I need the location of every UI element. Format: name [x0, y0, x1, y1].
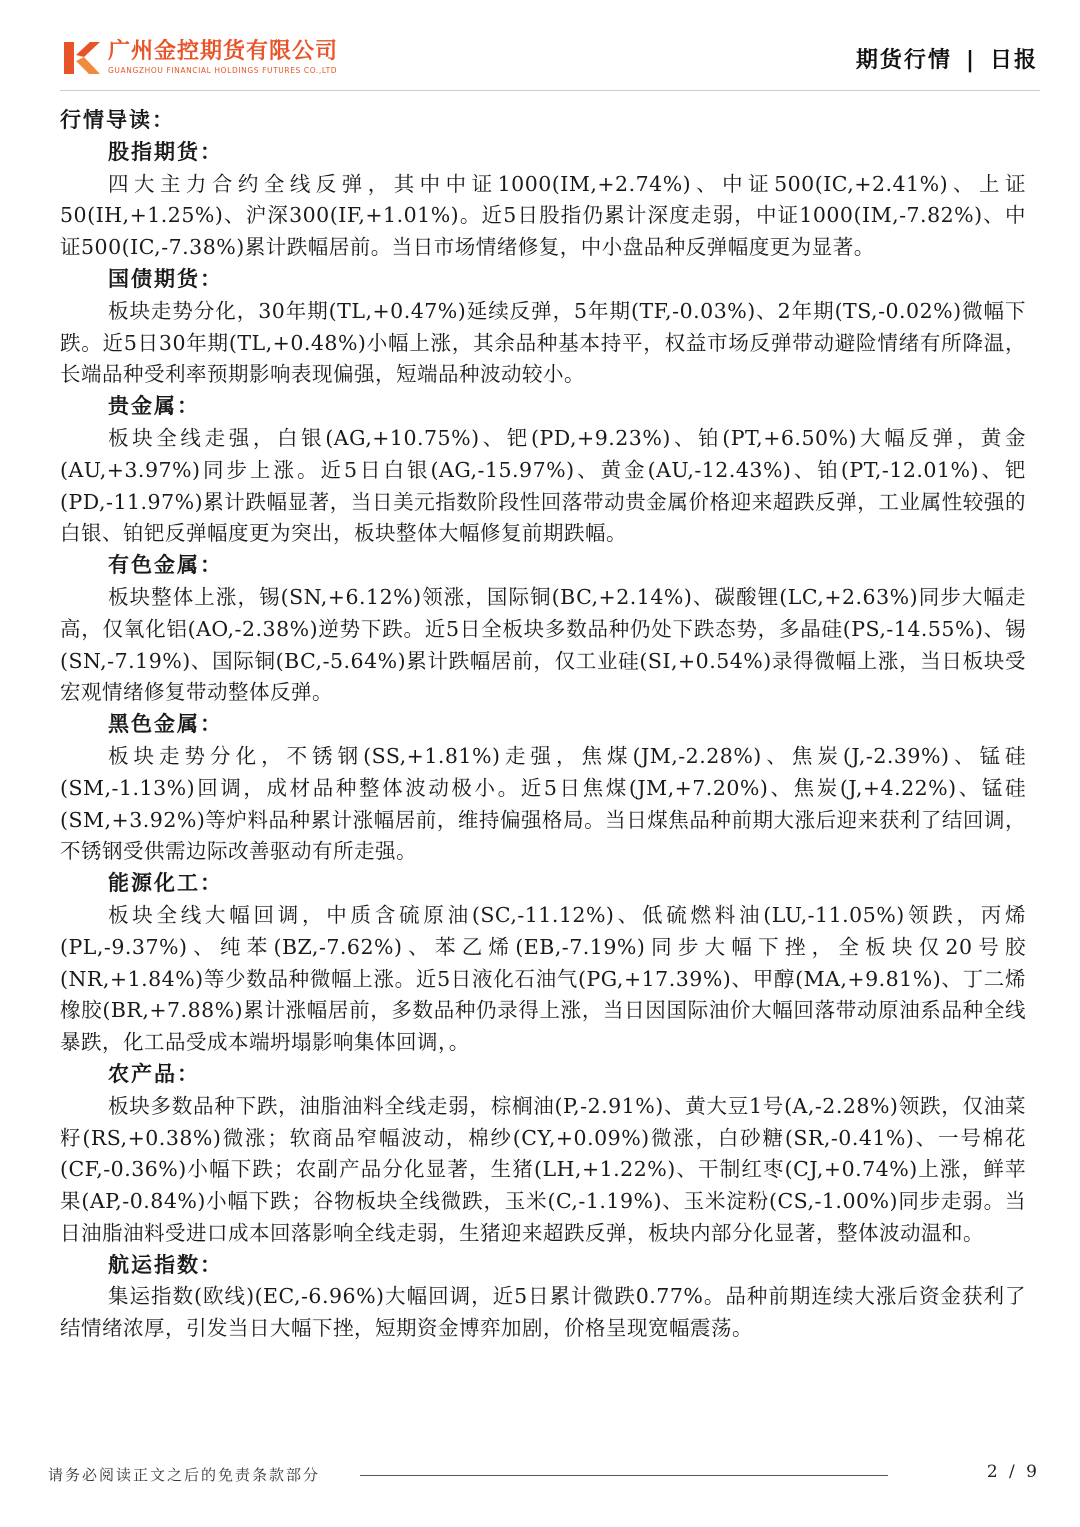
- section-energy-chemicals: [60, 868, 1026, 1059]
- section-title: 贵金属：: [108, 394, 200, 419]
- page-number: 2 / 9: [986, 1462, 1040, 1482]
- section-body: 四大主力合约全线反弹，其中中证1000(IM,+2.74%)、中证500(IC,+2.41%)、上证50(IH,+1.25%)、沪深300(IF,+1.01%)。近5日股指仍累计深度走弱，中证1000(IM,-7.82%)、中证500(IC,-7.38%)累计跌幅居前。当日市场情绪修复，中小盘品种反弹幅度更为显著。: [60, 171, 1026, 260]
- section-title: 能源化工：: [108, 871, 223, 896]
- section-body: 板块多数品种下跌，油脂油料全线走弱，棕榈油(P,-2.91%)、黄大豆1号(A,-2.28%)领跌，仅油菜籽(RS,+0.38%)微涨；软商品窄幅波动，棉纱(CY,+0.09%)微涨，白砂糖(SR,-0.41%)、一号棉花(CF,-0.36%)小幅下跌；农副产品分化显著，生猪(LH,+1.22%)、干制红枣(CJ,+0.74%)上涨，鲜苹果(AP,-0.84%)小幅下跌；谷物板块全线微跌，玉米(C,-1.19%)、玉米淀粉(CS,-1.00%)同步走弱。当日油脂油料受进口成本回落影响全线走弱，生猪迎来超跌反弹，板块内部分化显著，整体波动温和。: [60, 1093, 1026, 1245]
- section-treasury-futures: [60, 264, 1026, 391]
- company-name-en: GUANGZHOU FINANCIAL HOLDINGS FUTURES CO.,LTD: [108, 66, 338, 75]
- company-logo-icon: [64, 42, 100, 74]
- footer-divider: [360, 1475, 888, 1476]
- header-separator: |: [965, 48, 976, 73]
- company-name-cn: 广州金控期货有限公司: [108, 39, 339, 64]
- section-ferrous-metals: [60, 709, 1026, 868]
- section-title: 股指期货：: [108, 139, 223, 164]
- section-shipping-index: [60, 1250, 1026, 1345]
- section-nonferrous-metals: [60, 550, 1026, 709]
- section-precious-metals: [60, 391, 1026, 550]
- section-title: 国债期货：: [108, 266, 223, 291]
- section-stock-index-futures: [60, 137, 1026, 264]
- report-type-label: [856, 43, 1038, 74]
- section-body: 板块全线走强，白银(AG,+10.75%)、钯(PD,+9.23%)、铂(PT,+6.50%)大幅反弹，黄金(AU,+3.97%)同步上涨。近5日白银(AG,-15.97%)、黄金(AU,-12.43%)、铂(PT,-12.01%)、钯(PD,-11.97%)累计跌幅显著，当日美元指数阶段性回落带动贵金属价格迎来超跌反弹，工业属性较强的白银、铂钯反弹幅度更为突出，板块整体大幅修复前期跌幅。: [60, 425, 1026, 546]
- intro-heading: 行情导读：: [60, 108, 175, 132]
- section-title: 农产品：: [108, 1061, 200, 1086]
- section-body: 集运指数(欧线)(EC,-6.96%)大幅回调，近5日累计微跌0.77%。品种前期连续大涨后资金获利了结情绪浓厚，引发当日大幅下挫，短期资金博弈加剧，价格呈现宽幅震荡。: [60, 1284, 1026, 1341]
- report-content: [60, 102, 1026, 1345]
- section-body: 板块全线大幅回调，中质含硫原油(SC,-11.12%)、低硫燃料油(LU,-11.05%)领跌，丙烯(PL,-9.37%)、纯苯(BZ,-7.62%)、苯乙烯(EB,-7.19%)同步大幅下挫，全板块仅20号胶(NR,+1.84%)等少数品种微幅上涨。近5日液化石油气(PG,+17.39%)、甲醇(MA,+9.81%)、丁二烯橡胶(BR,+7.88%)累计涨幅居前，多数品种仍录得上涨，当日因国际油价大幅回落带动原油系品种全线暴跌，化工品受成本端坍塌影响集体回调，。: [60, 902, 1026, 1055]
- report-category: 期货行情: [855, 48, 952, 73]
- section-title: 有色金属：: [108, 553, 223, 578]
- header-divider: [60, 90, 1040, 91]
- section-agricultural-products: [60, 1059, 1026, 1250]
- section-title: 黑色金属：: [108, 712, 223, 737]
- section-title: 航运指数：: [108, 1252, 223, 1277]
- section-body: 板块走势分化，不锈钢(SS,+1.81%)走强，焦煤(JM,-2.28%)、焦炭(J,-2.39%)、锰硅(SM,-1.13%)回调，成材品种整体波动极小。近5日焦煤(JM,+7.20%)、焦炭(J,+4.22%)、锰硅(SM,+3.92%)等炉料品种累计涨幅居前，维持偏强格局。当日煤焦品种前期大涨后迎来获利了结回调，不锈钢受供需边际改善驱动有所走强。: [60, 743, 1026, 864]
- section-body: 板块走势分化，30年期(TL,+0.47%)延续反弹，5年期(TF,-0.03%)、2年期(TS,-0.02%)微幅下跌。近5日30年期(TL,+0.48%)小幅上涨，其余品种基本持平，权益市场反弹带动避险情绪有所降温，长端品种受利率预期影响表现偏强，短端品种波动较小。: [60, 298, 1026, 387]
- report-frequency: 日报: [989, 48, 1038, 73]
- disclaimer-note: 请务必阅读正文之后的免责条款部分: [48, 1466, 321, 1484]
- page-header: [0, 0, 1080, 100]
- page-footer: [48, 1462, 1040, 1488]
- section-body: 板块整体上涨，锡(SN,+6.12%)领涨，国际铜(BC,+2.14%)、碳酸锂(LC,+2.63%)同步大幅走高，仅氧化铝(AO,-2.38%)逆势下跌。近5日全板块多数品种仍处下跌态势，多晶硅(PS,-14.55%)、锡(SN,-7.19%)、国际铜(BC,-5.64%)累计跌幅居前，仅工业硅(SI,+0.54%)录得微幅上涨，当日板块受宏观情绪修复带动整体反弹。: [60, 584, 1026, 705]
